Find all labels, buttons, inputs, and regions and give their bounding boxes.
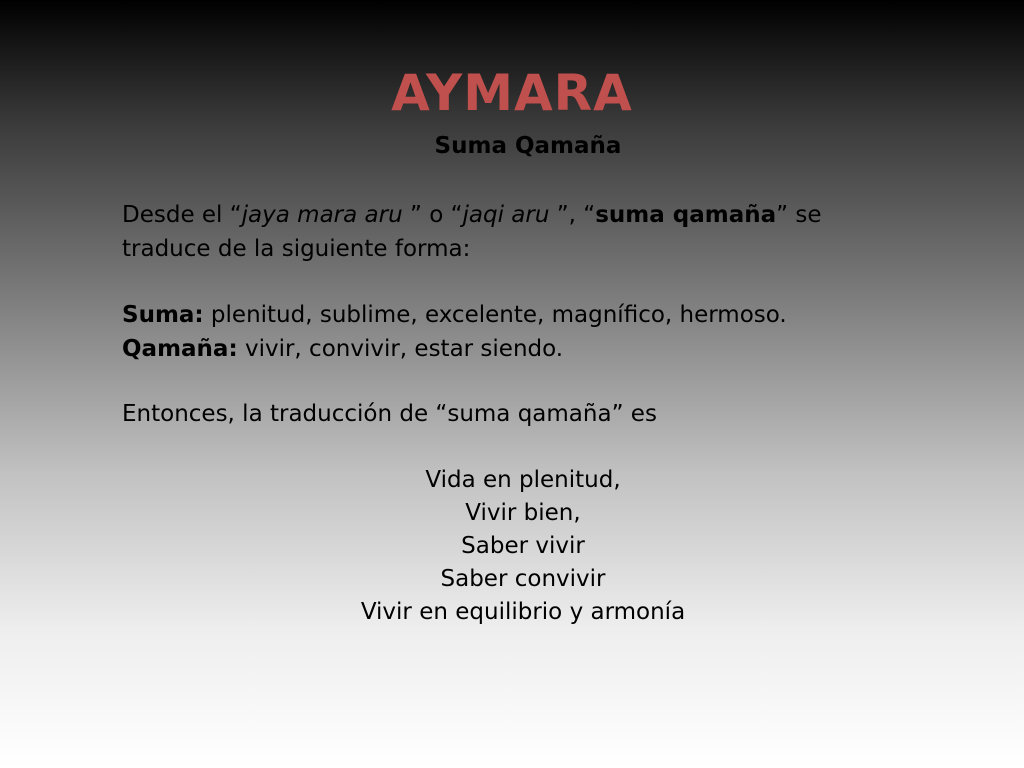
definition-meaning: vivir, convivir, estar siendo. xyxy=(237,336,564,362)
definition-term: Qamaña: xyxy=(122,336,238,362)
conclusion-text xyxy=(122,397,922,431)
intro-prefix: Desde el “ xyxy=(122,202,242,228)
intro-term-jaya-mara-aru: jaya mara aru xyxy=(241,202,410,228)
intro-mid-1: ” o “ xyxy=(409,202,463,228)
definition-meaning: plenitud, sublime, excelente, magnífico, hermoso. xyxy=(203,302,787,328)
intro-term-jaqi-aru: jaqi aru xyxy=(462,202,557,228)
intro-line-2: traduce de la siguiente forma: xyxy=(122,236,471,262)
intro-term-suma-qamana: suma qamaña xyxy=(595,202,777,228)
conclusion-line: Entonces, la traducción de “suma qamaña” es xyxy=(122,401,657,427)
translation-item: Vivir en equilibrio y armonía xyxy=(360,599,686,625)
translation-item: Vivir bien, xyxy=(465,500,581,526)
slide-subtitle: Suma Qamaña xyxy=(434,133,622,159)
translation-item: Saber convivir xyxy=(440,566,606,592)
definition-term: Suma: xyxy=(122,302,204,328)
translation-item: Saber vivir xyxy=(461,533,585,559)
intro-line-1 xyxy=(122,198,922,232)
translation-item: Vida en plenitud, xyxy=(425,467,621,493)
translations-list xyxy=(0,464,1024,629)
intro-paragraph xyxy=(122,198,922,266)
intro-mid-2: ”, “ xyxy=(556,202,596,228)
definitions xyxy=(122,298,922,366)
slide-title: AYMARA xyxy=(391,64,633,122)
definition-qamana xyxy=(122,332,922,366)
definition-suma xyxy=(122,298,922,332)
intro-suffix: ” se xyxy=(776,202,822,228)
